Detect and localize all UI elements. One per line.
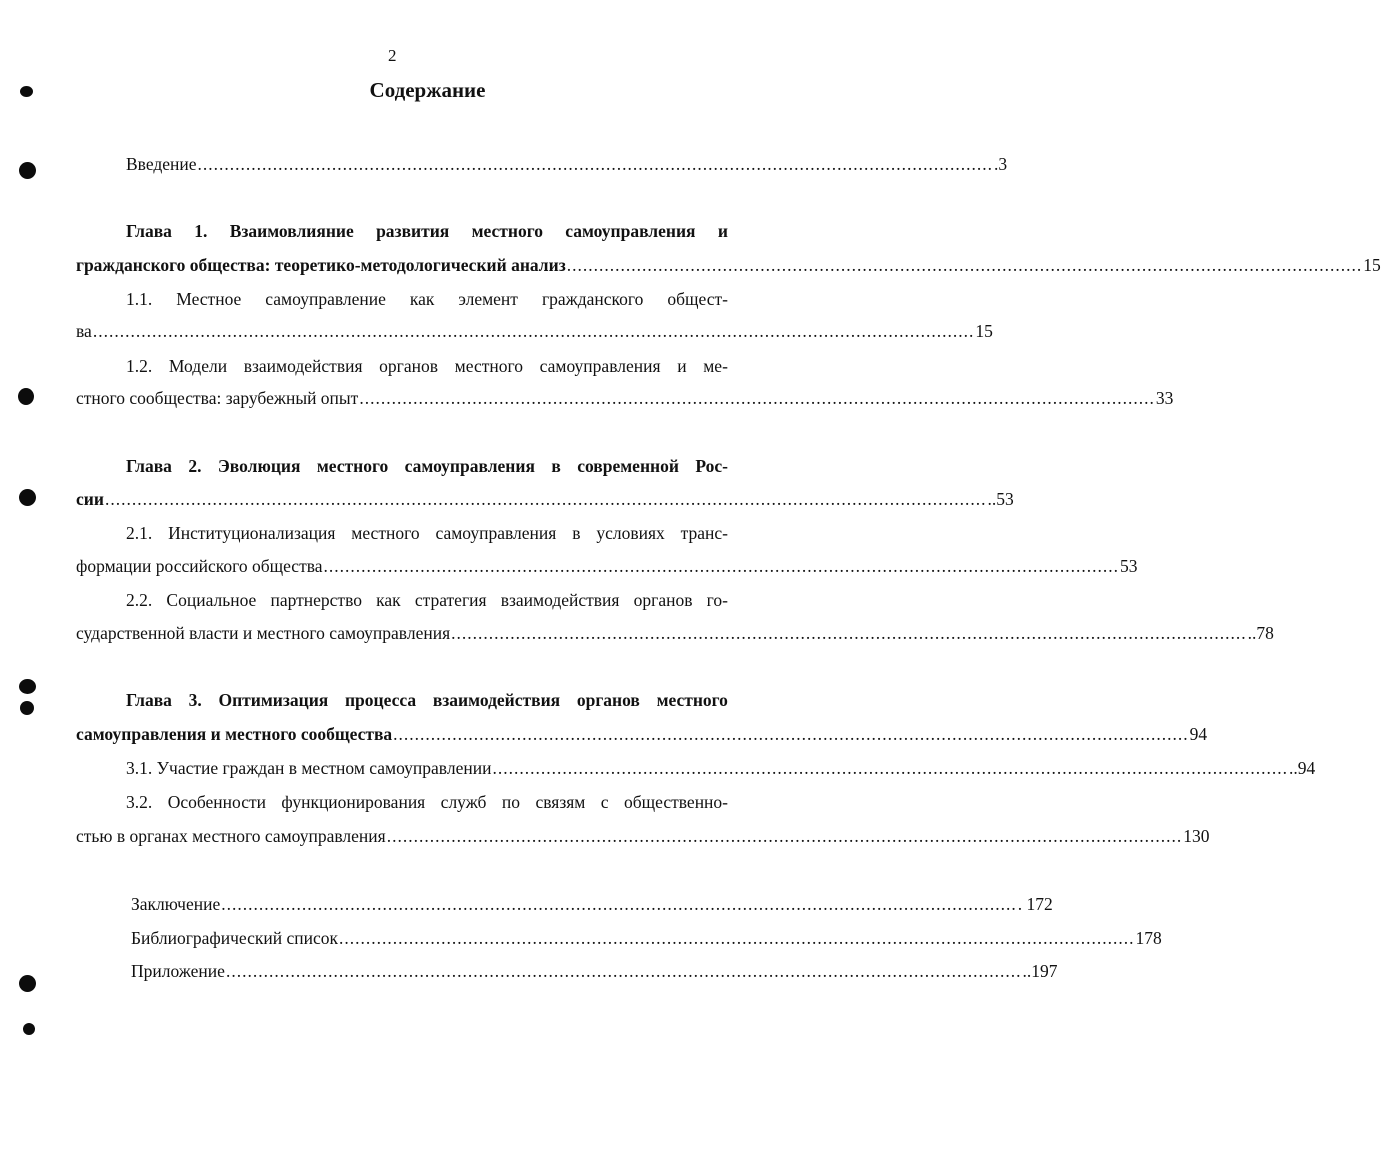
toc-entry-label: 3.1. Участие граждан в местном самоуправлении [126,758,492,778]
toc-entry-label: Введение [126,154,197,174]
punch-hole-5 [19,679,36,694]
word: го- [706,590,728,610]
toc-section-1-2-line-1[interactable] [126,355,728,377]
word: органов [379,356,438,376]
word: Модели [168,356,228,376]
dot-leader: .................................................................................................................................................... [393,724,1189,744]
toc-page-number: 53 [1120,556,1138,576]
toc-section-2-2-line-1[interactable] [126,589,728,611]
word: и [677,356,687,376]
toc-page-number: .3 [994,154,1008,174]
toc-entry-introduction[interactable] [126,153,1008,175]
word: Социальное [166,590,257,610]
word: взаимодействия [432,690,561,710]
word: взаимодействия [500,590,620,610]
punch-hole-2 [19,162,36,179]
toc-entry-label: Приложение [131,961,225,981]
word: самоуправления [435,523,557,543]
word: общест- [667,289,728,309]
word: как [409,289,435,309]
toc-entry-label: самоуправления и местного сообщества [76,724,393,744]
word: и [717,221,728,241]
toc-entry-label: ва [76,321,92,341]
toc-entry-conclusion[interactable] [131,893,1053,915]
word: гражданского [541,289,644,309]
word: 3. [188,690,202,710]
dot-leader: .................................................................................................................................................... [323,556,1120,576]
dot-leader: .................................................................................................................................................................... [104,489,987,509]
toc-section-3-1[interactable] [126,757,1316,779]
word: самоуправления [565,221,696,241]
word: Эволюция [217,456,301,476]
toc-section-2-1-line-1[interactable] [126,522,728,544]
word: 1.2. [126,356,153,376]
word: местного [351,523,420,543]
word: партнерство [270,590,362,610]
toc-page-number: 33 [1155,388,1174,408]
word: Местное [176,289,242,309]
word: местного [471,221,543,241]
punch-hole-8 [23,1023,35,1035]
dot-leader: .................................................................................................................................................... [386,826,1183,846]
word: транс- [680,523,728,543]
toc-chapter-1-line-2[interactable] [76,254,1381,276]
toc-page-number: ..197 [1022,961,1058,981]
word: служб [440,792,487,812]
dot-leader: .................................................................................................................................................... [451,623,1247,643]
word: современной [577,456,679,476]
word: в [551,456,561,476]
toc-entry-bibliography[interactable] [131,927,1162,949]
word: самоуправления [539,356,661,376]
dot-leader: .................................................................................................................................................... [566,255,1363,275]
toc-entry-label: сии [76,489,104,509]
punch-hole-3 [18,388,34,405]
toc-page-number: 15 [1363,255,1381,275]
word: 2.2. [126,590,153,610]
word: общественно- [624,792,728,812]
word: местного [454,356,523,376]
toc-page-number: ..94 [1288,758,1316,778]
word: Глава [126,221,172,241]
word: местного [656,690,728,710]
page-title: Содержание [369,78,486,102]
dot-leader: .................................................................................................................................................... [339,928,1135,948]
word: ме- [703,356,728,376]
word: условиях [596,523,665,543]
word: взаимодействия [243,356,363,376]
page-number: 2 [388,46,397,65]
toc-page-number: 130 [1183,826,1210,846]
word: самоуправление [265,289,386,309]
toc-entry-label: стью в органах местного самоуправления [76,826,386,846]
toc-page-number: ..53 [987,489,1014,509]
toc-chapter-3-line-2[interactable] [76,723,1208,745]
toc-entry-appendix[interactable] [131,960,1058,982]
dot-leader: .................................................................................................................................................... [492,758,1288,778]
word: связям [535,792,586,812]
punch-hole-6 [20,701,34,715]
toc-chapter-2-line-2[interactable] [76,488,1014,510]
punch-hole-7 [19,975,36,992]
toc-page-number: ..78 [1247,623,1274,643]
dot-leader: .................................................................................................................................................................... [92,321,975,341]
word: Особенности [167,792,266,812]
word: процесса [344,690,417,710]
toc-entry-label: сударственной власти и местного самоуправления [76,623,451,643]
word: Рос- [695,456,728,476]
word: органов [633,590,693,610]
toc-entry-label: стного сообщества: зарубежный опыт [76,388,359,408]
word: 1. [194,221,208,241]
word: самоуправления [404,456,535,476]
word: функционирования [281,792,426,812]
word: с [600,792,609,812]
word: в [572,523,581,543]
word: местного [316,456,389,476]
word: стратегия [414,590,487,610]
word: Взаимовлияние [229,221,354,241]
toc-section-1-2-line-2[interactable] [76,387,1174,409]
word: Оптимизация [218,690,329,710]
toc-page-number: . 172 [1017,894,1053,914]
toc-page-number: 178 [1135,928,1162,948]
word: 2. [188,456,202,476]
word: Институционализация [168,523,336,543]
toc-entry-label: Библиографический список [131,928,339,948]
dot-leader: .................................................................................................................................................... [359,388,1155,408]
word: развития [376,221,450,241]
toc-entry-label: формации российского общества [76,556,323,576]
toc-section-2-1-line-2[interactable] [76,555,1138,577]
word: органов [576,690,640,710]
toc-entry-label: гражданского общества: теоретико-методологический анализ [76,255,566,275]
toc-section-1-1-line-2[interactable] [76,320,993,342]
word: 1.1. [126,289,153,309]
word: элемент [458,289,518,309]
word: Глава [126,456,172,476]
toc-page-number: 94 [1189,724,1208,744]
word: Глава [126,690,172,710]
dot-leader: .................................................................................................................................................... [221,894,1017,914]
word: по [501,792,521,812]
toc-chapter-2-line-1[interactable] [126,455,728,477]
toc-entry-label: Заключение [131,894,221,914]
word: как [376,590,401,610]
word: 2.1. [126,523,153,543]
dot-leader: .................................................................................................................................................... [197,154,994,174]
toc-section-3-2-line-1[interactable] [126,791,728,813]
toc-chapter-3-line-1[interactable] [126,689,728,711]
punch-hole-4 [19,489,36,506]
dot-leader: .................................................................................................................................................... [225,961,1022,981]
toc-section-3-2-line-2[interactable] [76,825,1210,847]
toc-section-1-1-line-1[interactable] [126,288,728,310]
toc-chapter-1-line-1[interactable] [126,220,728,242]
word: 3.2. [126,792,153,812]
toc-section-2-2-line-2[interactable] [76,622,1274,644]
toc-page-number: 15 [975,321,993,341]
